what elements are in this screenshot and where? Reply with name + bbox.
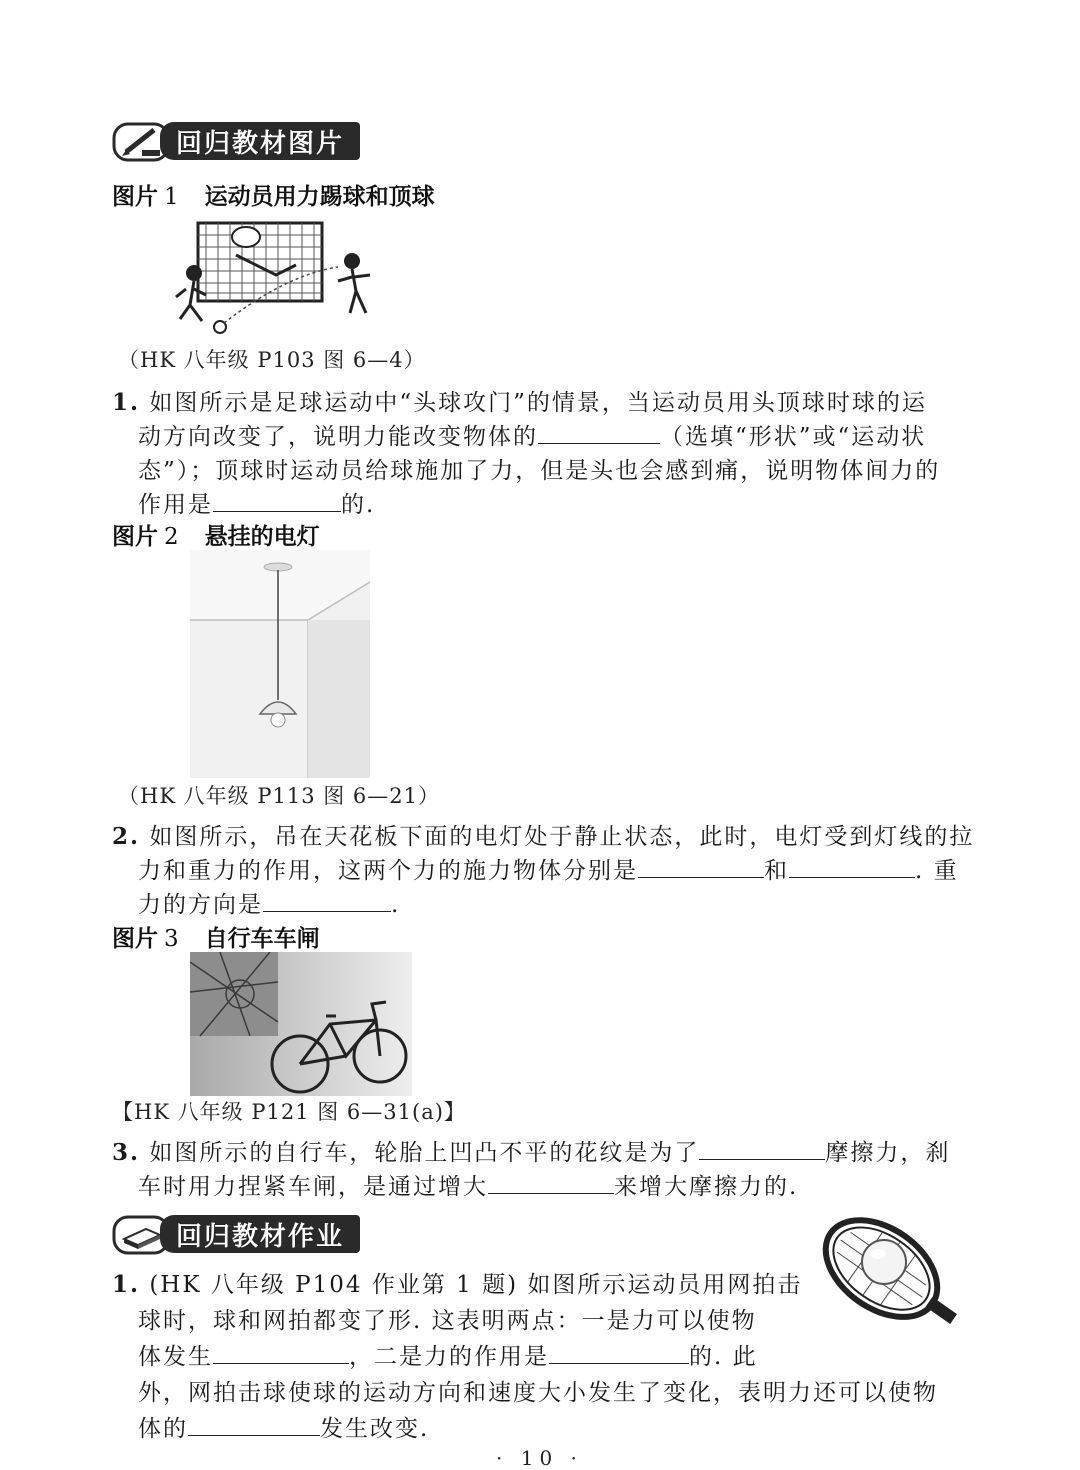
figure-3-title: 图片 3 自行车车闸 [112, 926, 320, 952]
bicycle-brake-photo [190, 952, 412, 1096]
question-1-line-1: 1. 如图所示是足球运动中“头球攻门”的情景，当运动员用头顶球时球的运 [112, 389, 927, 416]
question-3-line-2: 车时用力捏紧车闸，是通过增大 来增大摩擦力的. [138, 1174, 799, 1200]
section-banner-textbook-figures [112, 122, 372, 162]
question-1-line-3: 态”）；顶球时运动员给球施加了力，但是头也会感到痛，说明物体间力的 [138, 458, 941, 484]
question-1-line-4: 作用是 的. [138, 492, 376, 518]
question-2-line-2: 力和重力的作用，这两个力的施力物体分别是 和 . 重 [138, 858, 959, 884]
homework-1-line-3: 体发生 ，二是力的作用是 的. 此 [138, 1344, 758, 1370]
answer-blank[interactable] [789, 857, 915, 878]
soccer-illustration [166, 215, 406, 343]
question-2-line-1: 2. 如图所示，吊在天花板下面的电灯处于静止状态，此时，电灯受到灯线的拉 [112, 823, 975, 850]
answer-blank[interactable] [638, 857, 764, 878]
racket-ball-illustration [796, 1208, 966, 1358]
section-banner-textbook-homework [112, 1215, 372, 1255]
answer-blank[interactable] [213, 491, 341, 512]
homework-1-line-4: 外，网拍击球使球的运动方向和速度大小发生了变化，表明力还可以使物 [138, 1380, 938, 1406]
homework-1-line-1: 1. (HK 八年级 P104 作业第 1 题) 如图所示运动员用网拍击 [112, 1271, 803, 1298]
answer-blank[interactable] [549, 1343, 689, 1364]
figure-1-title: 图片 1 运动员用力踢球和顶球 [112, 184, 435, 210]
figure-1-caption: （HK 八年级 P103 图 6—4） [118, 348, 426, 372]
question-3-line-1: 3. 如图所示的自行车，轮胎上凹凸不平的花纹是为了 摩擦力，刹 [112, 1139, 951, 1166]
homework-1-line-2: 球时，球和网拍都变了形. 这表明两点：一是力可以使物 [138, 1308, 757, 1334]
answer-blank[interactable] [538, 423, 660, 444]
homework-1-line-5: 体的 发生改变. [138, 1416, 430, 1442]
question-1-line-2: 动方向改变了，说明力能改变物体的 （选填“形状”或“运动状 [138, 424, 927, 450]
question-2-line-3: 力的方向是 . [138, 892, 401, 918]
figure-2-caption: （HK 八年级 P113 图 6—21） [118, 784, 440, 808]
answer-blank[interactable] [263, 891, 391, 912]
answer-blank[interactable] [213, 1343, 349, 1364]
figure-2-title: 图片 2 悬挂的电灯 [112, 524, 320, 550]
answer-blank[interactable] [488, 1173, 614, 1194]
page-number: · 10 · [496, 1446, 583, 1470]
section-title: 回归教材图片 [176, 128, 345, 159]
hanging-lamp-photo [190, 550, 370, 778]
section-title: 回归教材作业 [176, 1221, 345, 1252]
answer-blank[interactable] [188, 1415, 320, 1436]
answer-blank[interactable] [699, 1139, 825, 1160]
figure-3-caption: 【HK 八年级 P121 图 6—31(a)】 [112, 1100, 466, 1124]
